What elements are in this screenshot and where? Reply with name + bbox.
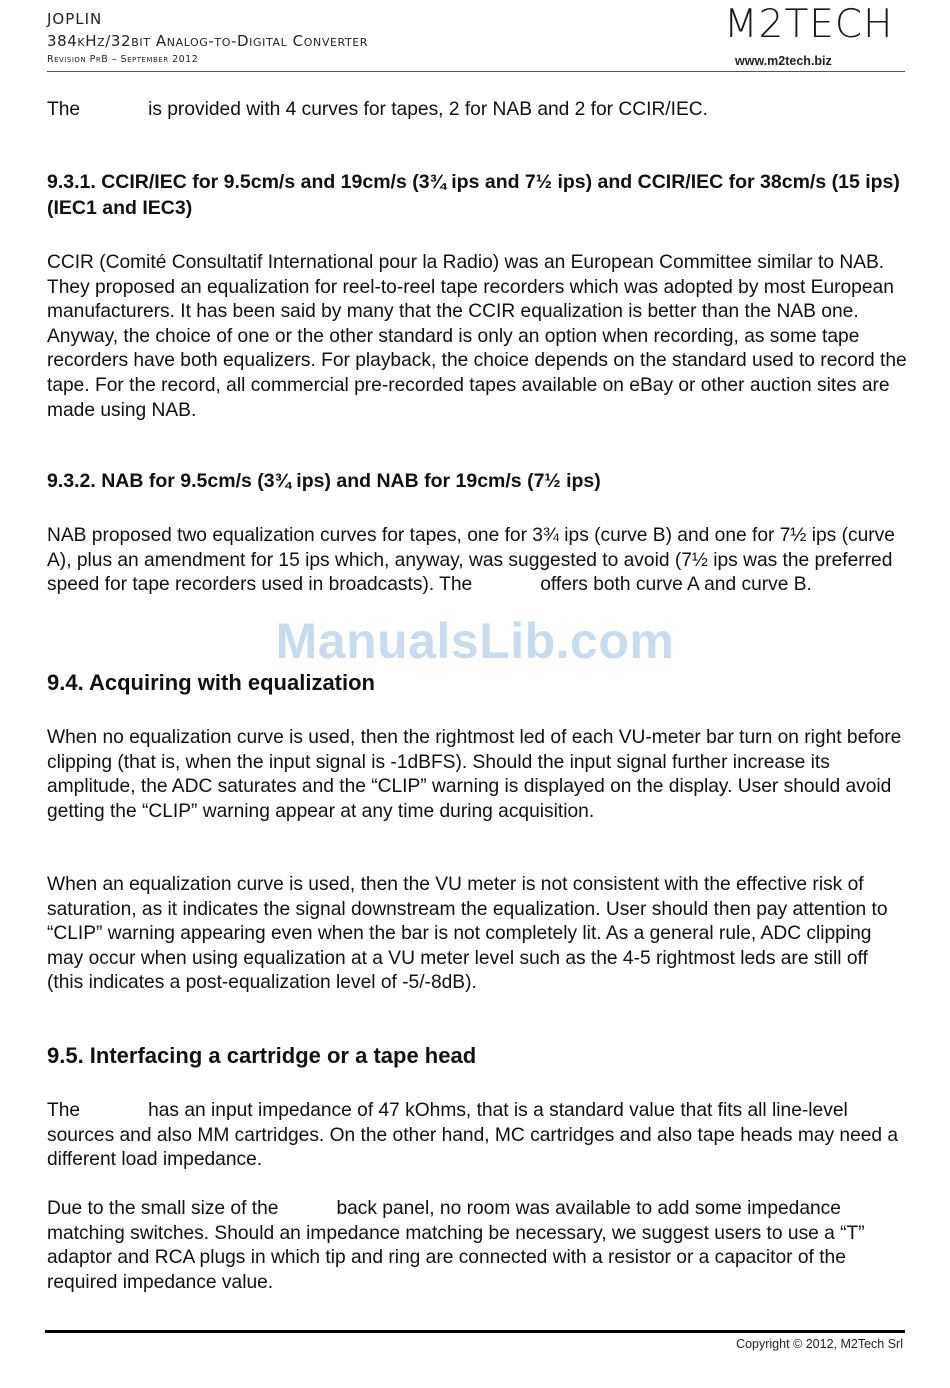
section-9-4-paragraph-1: When no equalization curve is used, then the rightmost led of each VU-meter bar turn on right before clipping (that is, when the input signal is -1dBFS). Should the input signal further increase its amplitude, the ADC saturates and the “CLIP” warning is displayed on the display. User should avoid getting the “CLIP” warning appear at any time during acquisition. bbox=[47, 727, 902, 822]
header-divider bbox=[47, 71, 905, 72]
section-9-5-paragraph-1: The has an input impedance of 47 kOhms, that is a standard value that fits all line-level sources and also MM cartridges. On the other hand, MC cartridges and also tape heads may need a different load impedance. bbox=[47, 1100, 899, 1171]
product-name: JOPLIN bbox=[47, 10, 103, 28]
copyright-notice: Copyright © 2012, M2Tech Srl bbox=[736, 1337, 903, 1351]
section-heading-9-3-2: 9.3.2. NAB for 9.5cm/s (3¾ ips) and NAB for 19cm/s (7½ ips) bbox=[47, 470, 601, 492]
product-subtitle: 384kHz/32bit Analog-to-Digital Converter bbox=[47, 32, 369, 50]
watermark: ManualsLib.com bbox=[275, 613, 675, 669]
section-heading-9-5: 9.5. Interfacing a cartridge or a tape head bbox=[47, 1043, 477, 1068]
section-heading-9-4: 9.4. Acquiring with equalization bbox=[47, 670, 375, 695]
section-9-3-2-body: NAB proposed two equalization curves for tapes, one for 3¾ ips (curve B) and one for 7½ ips (curve A), plus an amendment for 15 ips which, anyway, was suggested to avoid (7½ ips was the preferred speed for tape recorders used in broadcasts). The offers both curve A and curve B. bbox=[47, 525, 895, 596]
website-link[interactable]: www.m2tech.biz bbox=[735, 54, 832, 68]
section-9-3-1-body: CCIR (Comité Consultatif International pour la Radio) was an European Committee similar to NAB. They proposed an equalization for reel-to-reel tape recorders which was adopted by most European manufacturers. It has been said by many that the CCIR equalization is better than the NAB one. Anyway, the choice of one or the other standard is only an option when recording, as some tape recorders have both equalizers. For playback, the choice depends on the standard used to record the tape. For the record, all commercial pre-recorded tapes available on eBay or other auction sites are made using NAB. bbox=[47, 252, 907, 421]
section-9-4-paragraph-2: When an equalization curve is used, then the VU meter is not consistent with the effective risk of saturation, as it indicates the signal downstream the equalization. User should then pay attention to “CLIP” warning appearing even when the bar is not completely lit. As a general rule, ADC clipping may occur when using equalization at a VU meter level such as the 4-5 rightmost leds are still off (this indicates a post-equalization level of -5/-8dB). bbox=[47, 874, 888, 994]
intro-paragraph: The is provided with 4 curves for tapes, 2 for NAB and 2 for CCIR/IEC. bbox=[47, 99, 708, 120]
revision-line: Revision PrB – September 2012 bbox=[47, 54, 199, 65]
document-header bbox=[47, 9, 368, 67]
section-9-5-paragraph-2: Due to the small size of the back panel, no room was available to add some impedance matching switches. Should an impedance matching be necessary, we suggest users to use a “T” adaptor and RCA plugs in which tip and ring are connected with a resistor or a capacitor of the required impedance value. bbox=[47, 1198, 865, 1293]
section-heading-9-3-1: 9.3.1. CCIR/IEC for 9.5cm/s and 19cm/s (3¾ ips and 7½ ips) and CCIR/IEC for 38cm/s (15 ips) (IEC1 and IEC3) bbox=[47, 171, 900, 219]
m2tech-logo: M2TECH bbox=[724, 2, 894, 47]
footer-divider bbox=[45, 1330, 905, 1333]
